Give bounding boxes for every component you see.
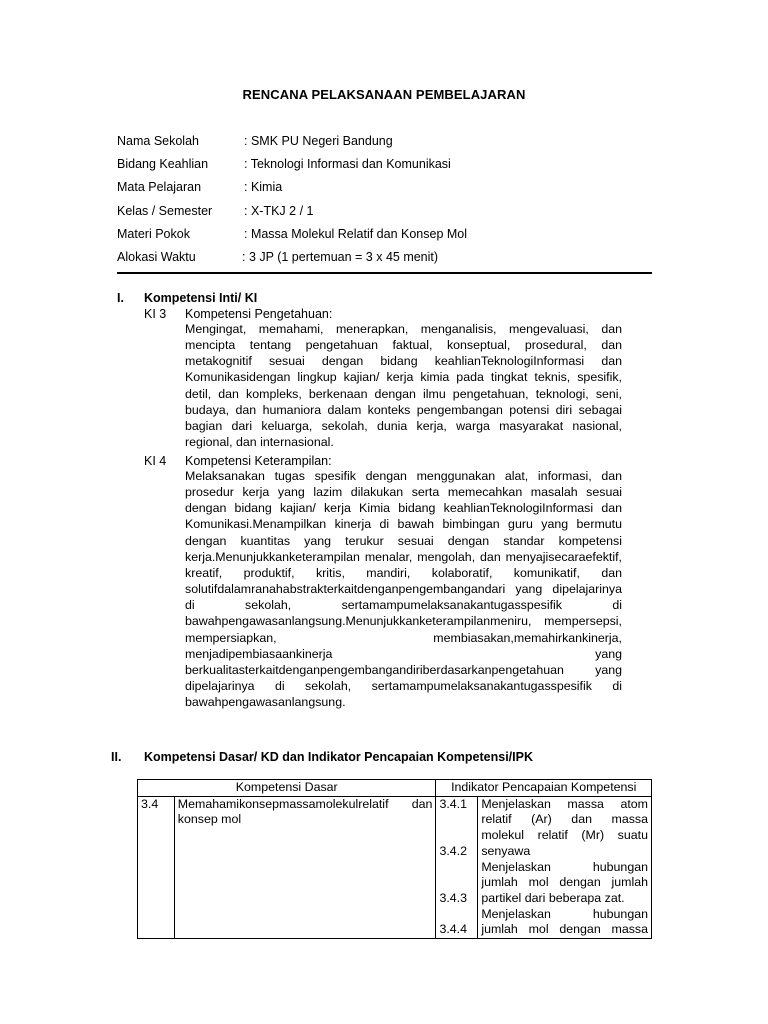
ki4-line: bawahpengawasanlangsung.Menunjukkanketerampilanmeniru, mempersepsi, — [185, 614, 622, 629]
ki4-line: kerja.Menunjukkanketerampilan menalar, mengolah, dan menyajisecaraefektif, — [185, 549, 622, 564]
section-heading: Kompetensi Dasar/ KD dan Indikator Pencapaian Kompetensi/IPK — [144, 750, 533, 764]
ki4-line: bawahpengawasanlangsung. — [185, 695, 346, 710]
identity-label: Bidang Keahlian — [117, 157, 209, 172]
ipk-number: 3.4.1 — [439, 796, 468, 811]
ki4-line: Komunikasi.Menampilkan kinerja di bawah bimbingan guru yang bermutu — [185, 517, 622, 532]
identity-value: : 3 JP (1 pertemuan = 3 x 45 menit) — [242, 249, 439, 264]
identity-value: : Massa Molekul Relatif dan Konsep Mol — [244, 226, 468, 241]
ki3-title: Kompetensi Pengetahuan: — [185, 307, 333, 321]
kd-line: konsep mol — [177, 812, 242, 827]
ki3-line: detil, dan kompleks, berkenaan dengan ilmu pengetahuan, teknologi, seni, — [185, 386, 622, 401]
ipk-line: senyawa — [481, 843, 531, 858]
ki4-label: KI 4 — [144, 454, 167, 468]
ki4-line: dengan bidang kajian/ kerja Kimia bidang keahlianTeknologiInformasi dan — [185, 501, 622, 516]
kd-line: Memahamikonsepmassamolekulrelatif dan — [177, 796, 433, 811]
ki3-line: mencipta tentang pengetahuan faktual, konseptual, prosedural, dan — [185, 338, 622, 353]
ki4-line: kreatif, produktif, kritis, mandiri, kolaboratif, komunikatif, dan — [185, 565, 622, 580]
kd-text — [174, 796, 436, 938]
identity-block — [117, 133, 657, 272]
identity-label: Kelas / Semester — [117, 203, 213, 218]
identity-row — [117, 226, 657, 249]
identity-value: : Kimia — [244, 180, 283, 195]
table-row — [138, 796, 652, 938]
kd-number: 3.4 — [138, 796, 175, 938]
ipk-line: Menjelaskan hubungan — [481, 859, 648, 874]
ipk-line: jumlah mol dengan massa — [481, 922, 648, 937]
ki3-line: metakognitif sesuai dengan bidang keahlianTeknologiInformasi dan — [185, 354, 622, 369]
identity-label: Materi Pokok — [117, 226, 190, 241]
identity-value: : X-TKJ 2 / 1 — [244, 203, 314, 218]
kd-ipk-table — [137, 779, 652, 939]
identity-row — [117, 203, 657, 226]
table-header-ipk: Indikator Pencapaian Kompetensi — [436, 780, 652, 797]
identity-row — [117, 133, 657, 156]
document-title: RENCANA PELAKSANAAN PEMBELAJARAN — [242, 87, 526, 102]
ipk-number — [439, 812, 474, 828]
ki4-line: dengan kuantitas yang terukur sesuai dengan standar kompetensi — [185, 533, 622, 548]
ki4-line: di sekolah, sertamampumelaksanakantugasspesifik di — [185, 598, 622, 613]
ipk-line: partikel dari beberapa zat. — [481, 890, 625, 905]
ki3-line: Komunikasidengan lingkup kajian/ kerja kimia pada tingkat teknis, spesifik, — [185, 370, 622, 385]
section-heading: Kompetensi Inti/ KI — [144, 291, 258, 305]
ki4-line: solutifdalamranahabstrakterkaitdenganpengembangandari yang dipelajarinya — [185, 582, 622, 597]
ki4-title: Kompetensi Keterampilan: — [185, 454, 332, 468]
section-number: I. — [117, 291, 124, 305]
ipk-number — [439, 860, 474, 876]
ipk-number — [439, 875, 474, 891]
ipk-number — [439, 907, 474, 923]
identity-value: : SMK PU Negeri Bandung — [244, 134, 393, 148]
ipk-line: molekul relatif (Mr) suatu — [481, 828, 648, 843]
ipk-number: 3.4.2 — [439, 843, 468, 858]
ki4-line: Melaksanakan tugas spesifik dengan menggunakan alat, informasi, dan — [185, 469, 622, 483]
ipk-line: Menjelaskan massa atom — [481, 796, 648, 811]
ipk-number: 3.4.4 — [439, 922, 468, 937]
table-header-row — [138, 780, 652, 797]
ki4-line: menjadipembiasaankinerja yang — [185, 646, 622, 661]
table-header-kd: Kompetensi Dasar — [138, 780, 436, 797]
ki3-line: bagian dari keluarga, sekolah, dunia kerja, warga masyarakat nasional, — [185, 418, 622, 433]
identity-row — [117, 156, 657, 179]
ipk-text — [478, 796, 652, 938]
identity-value: : Teknologi Informasi dan Komunikasi — [244, 157, 451, 172]
identity-row — [117, 179, 657, 202]
ipk-line: jumlah mol dengan jumlah — [481, 875, 648, 890]
ki3-line: budaya, dan humaniora dalam konteks pengembangan potensi diri sebagai — [185, 402, 622, 417]
identity-label: Nama Sekolah — [117, 134, 199, 148]
ki4-line: mempersiapkan, membiasakan,memahirkankinerja, — [185, 630, 622, 645]
ki3-label: KI 3 — [144, 307, 167, 321]
ki3-line: regional, dan internasional. — [185, 435, 334, 450]
section-number: II. — [111, 750, 122, 764]
ipk-number — [439, 828, 474, 844]
identity-label: Alokasi Waktu — [117, 249, 196, 264]
identity-label: Mata Pelajaran — [117, 180, 202, 195]
ki4-line: dipelajarinya di sekolah, sertamampumelaksanakantugasspesifik di — [185, 679, 622, 694]
ipk-line: Menjelaskan hubungan — [481, 906, 648, 921]
ipk-numbers — [436, 796, 478, 938]
ki3-line: Mengingat, memahami, menerapkan, menganalisis, mengevaluasi, dan — [185, 322, 622, 336]
ipk-line: relatif (Ar) dan massa — [481, 812, 648, 827]
ipk-number: 3.4.3 — [439, 890, 468, 905]
ki4-line: prosedur kerja yang lazim dilakukan serta memecahkan masalah sesuai — [185, 485, 622, 500]
identity-row — [117, 249, 657, 272]
header-divider — [117, 272, 652, 274]
ki3-description — [185, 321, 622, 450]
ki4-line: berkualitasterkaitdenganpengembangandiriberdasarkanpengetahuan yang — [185, 662, 622, 677]
ki4-description — [185, 468, 622, 710]
